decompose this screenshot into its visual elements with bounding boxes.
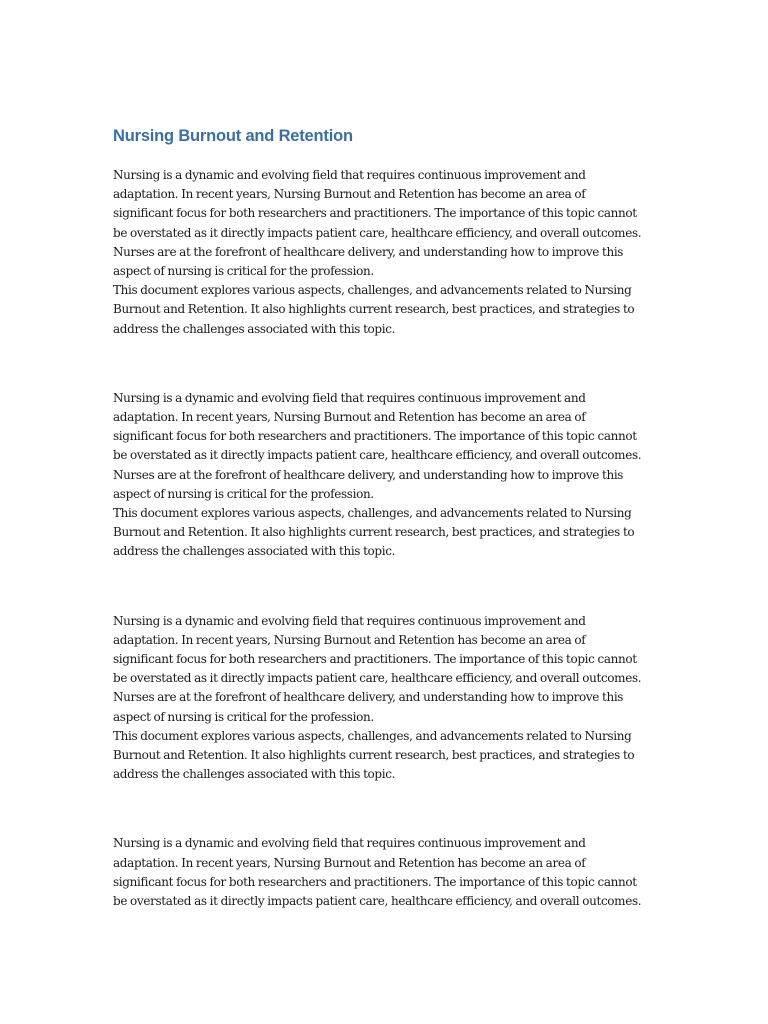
- text-line: Nursing is a dynamic and evolving field that requires continuous improvement and: [113, 390, 586, 405]
- text-line: Nurses are at the forefront of healthcare delivery, and understanding how to improve this: [113, 690, 624, 705]
- text-line: Nursing is a dynamic and evolving field that requires continuous improvement and: [113, 836, 586, 851]
- text-line: adaptation. In recent years, Nursing Burnout and Retention has become an area of: [113, 632, 586, 647]
- text-line: address the challenges associated with this topic.: [113, 767, 396, 782]
- text-line: be overstated as it directly impacts patient care, healthcare efficiency, and overall outcomes.: [113, 671, 642, 686]
- document-title: Nursing Burnout and Retention: [113, 127, 353, 145]
- text-line: address the challenges associated with this topic.: [113, 321, 396, 336]
- body-paragraph: [113, 834, 673, 911]
- text-line: aspect of nursing is critical for the profession.: [113, 486, 374, 501]
- body-paragraph: [113, 727, 673, 785]
- text-line: Burnout and Retention. It also highlights current research, best practices, and strategies to: [113, 748, 635, 763]
- text-line: significant focus for both researchers and practitioners. The importance of this topic cannot: [113, 652, 637, 667]
- document-section: [113, 389, 673, 562]
- text-line: significant focus for both researchers and practitioners. The importance of this topic cannot: [113, 874, 637, 889]
- body-paragraph: [113, 281, 673, 339]
- body-paragraph: [113, 504, 673, 562]
- text-line: aspect of nursing is critical for the profession.: [113, 709, 374, 724]
- text-line: This document explores various aspects, challenges, and advancements related to Nursing: [113, 283, 632, 298]
- text-line: Nursing is a dynamic and evolving field that requires continuous improvement and: [113, 613, 586, 628]
- document-content: [113, 124, 673, 911]
- text-line: adaptation. In recent years, Nursing Burnout and Retention has become an area of: [113, 187, 586, 202]
- document-section: [113, 612, 673, 785]
- text-line: be overstated as it directly impacts patient care, healthcare efficiency, and overall outcomes.: [113, 225, 642, 240]
- document-section: [113, 834, 673, 911]
- text-line: Nurses are at the forefront of healthcare delivery, and understanding how to improve this: [113, 244, 624, 259]
- text-line: adaptation. In recent years, Nursing Burnout and Retention has become an area of: [113, 855, 586, 870]
- text-line: adaptation. In recent years, Nursing Burnout and Retention has become an area of: [113, 410, 586, 425]
- text-line: Nurses are at the forefront of healthcare delivery, and understanding how to improve this: [113, 467, 624, 482]
- text-line: significant focus for both researchers and practitioners. The importance of this topic cannot: [113, 206, 637, 221]
- text-line: Burnout and Retention. It also highlights current research, best practices, and strategies to: [113, 302, 635, 317]
- text-line: be overstated as it directly impacts patient care, healthcare efficiency, and overall outcomes.: [113, 448, 642, 463]
- text-line: Burnout and Retention. It also highlights current research, best practices, and strategies to: [113, 525, 635, 540]
- text-line: address the challenges associated with this topic.: [113, 544, 396, 559]
- body-paragraph: [113, 166, 673, 281]
- text-line: significant focus for both researchers and practitioners. The importance of this topic cannot: [113, 429, 637, 444]
- text-line: Nursing is a dynamic and evolving field that requires continuous improvement and: [113, 168, 586, 182]
- text-line: This document explores various aspects, challenges, and advancements related to Nursing: [113, 506, 632, 521]
- text-line: This document explores various aspects, challenges, and advancements related to Nursing: [113, 728, 632, 743]
- body-paragraph: [113, 612, 673, 727]
- text-line: aspect of nursing is critical for the profession.: [113, 264, 374, 279]
- text-line: be overstated as it directly impacts patient care, healthcare efficiency, and overall outcomes.: [113, 894, 642, 909]
- document-section: [113, 166, 673, 339]
- body-paragraph: [113, 389, 673, 504]
